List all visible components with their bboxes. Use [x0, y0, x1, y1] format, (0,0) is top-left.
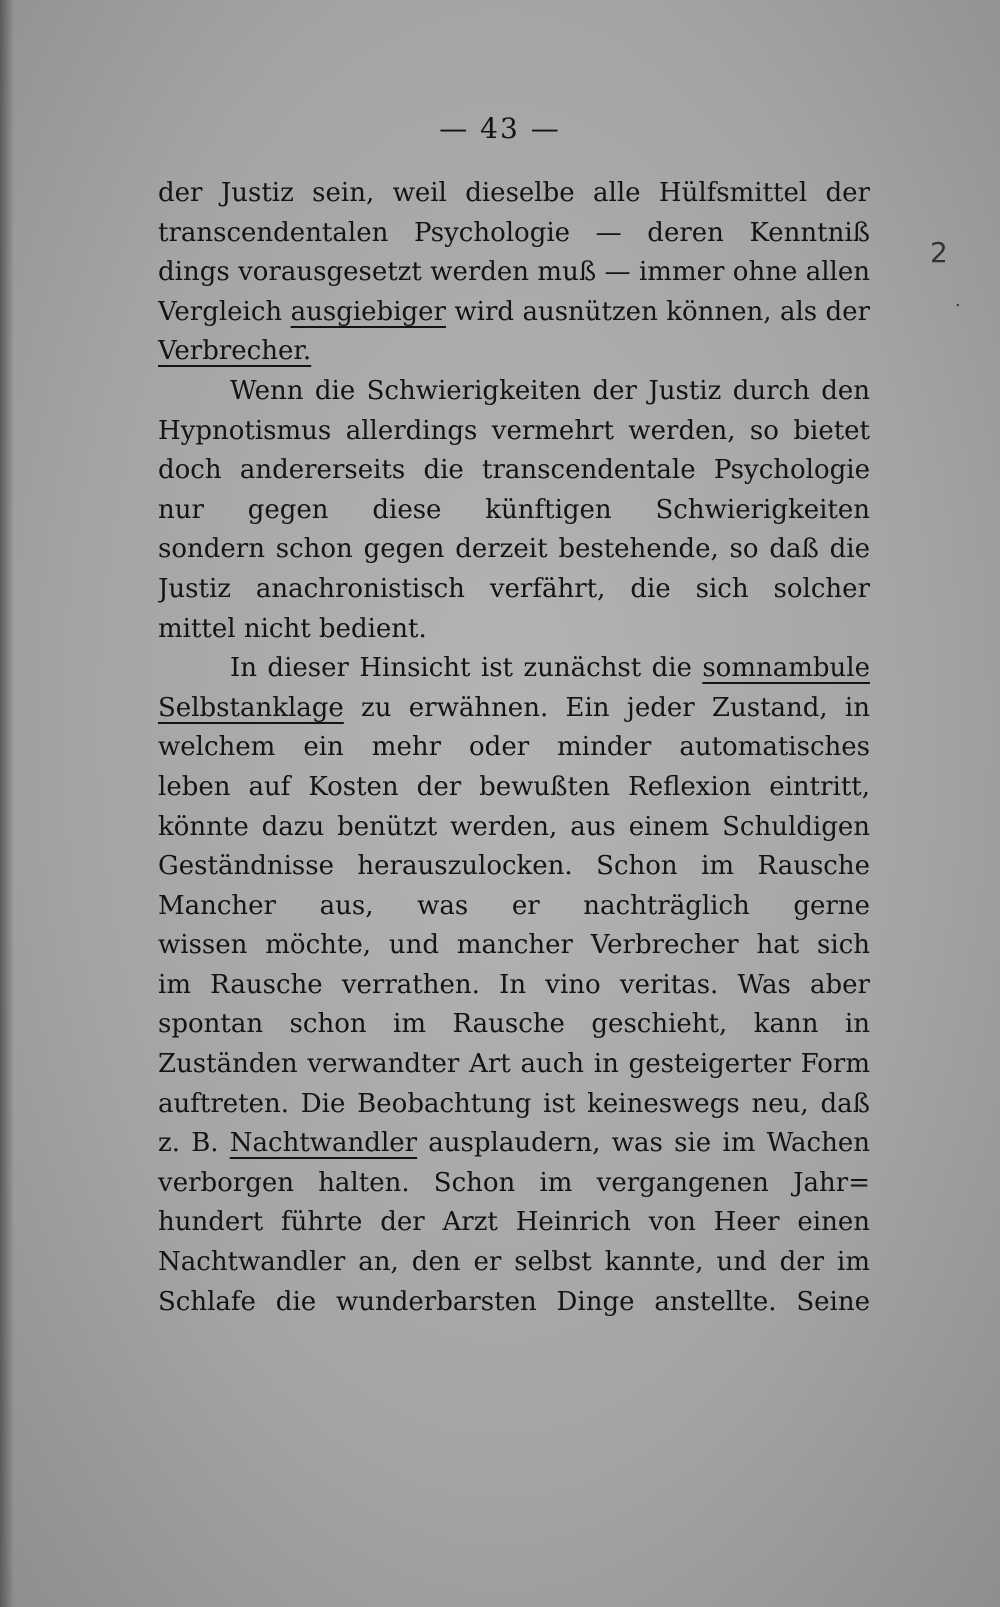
text-line: welchem ein mehr oder minder automatisches	[158, 732, 870, 763]
text-line: Geständnisse herauszulocken. Schon im Rausche	[158, 851, 870, 882]
text-line: Justiz anachronistisch verfährt, die sich solcher	[158, 573, 870, 604]
underlined-word: Verbrecher.	[158, 336, 312, 367]
text-line: mittel nicht bedient.	[158, 613, 427, 644]
text-segment: ausplaudern, was sie im Wachen	[417, 1128, 870, 1159]
margin-note: 2	[930, 236, 948, 269]
text-line: Schlafe die wunderbarsten Dinge anstellte. Seine	[158, 1286, 870, 1317]
text-segment: wird ausnützen können, als der	[445, 296, 870, 327]
text-line	[158, 293, 870, 333]
text-line: Mancher aus, was er nachträglich gerne	[158, 890, 870, 921]
text-line: dings vorausgesetzt werden muß — immer ohne allen	[158, 257, 870, 288]
underlined-word: Nachtwandler	[229, 1128, 418, 1159]
text-line: transcendentalen Psychologie — deren Kenntniß	[158, 217, 870, 248]
text-segment: Vergleich	[158, 296, 291, 327]
text-line: Nachtwandler an, den er selbst kannte, und der im	[158, 1247, 870, 1278]
text-line: auftreten. Die Beobachtung ist keineswegs neu, daß	[158, 1088, 870, 1119]
text-line	[158, 332, 870, 372]
text-line	[158, 1124, 870, 1164]
text-line: Hypnotismus allerdings vermehrt werden, so bietet	[158, 415, 870, 446]
text-segment: In dieser Hinsicht ist zunächst die	[230, 653, 703, 684]
text-line	[158, 689, 870, 729]
text-line: nur gegen diese künftigen Schwierigkeiten	[158, 494, 870, 525]
text-line: verborgen halten. Schon im vergangenen Jahr=	[158, 1167, 870, 1198]
text-line: Wenn die Schwierigkeiten der Justiz durch den	[230, 375, 870, 406]
underlined-word: ausgiebiger	[290, 296, 446, 327]
margin-dot: .	[955, 290, 961, 311]
text-line: doch andererseits die transcendentale Psychologie	[158, 455, 870, 486]
text-line: könnte dazu benützt werden, aus einem Schuldigen	[158, 811, 870, 842]
text-line: hundert führte der Arzt Heinrich von Heer einen	[158, 1207, 870, 1238]
text-line: sondern schon gegen derzeit bestehende, so daß die	[158, 534, 870, 565]
underlined-word: Selbstanklage	[158, 692, 344, 723]
page-edge-shadow	[0, 0, 14, 1607]
text-line: im Rausche verrathen. In vino veritas. Was aber	[158, 969, 870, 1000]
text-line: wissen möchte, und mancher Verbrecher hat sich	[158, 930, 870, 961]
page-number: — 43 —	[439, 112, 561, 145]
text-segment: zu erwähnen. Ein jeder Zustand, in	[343, 692, 870, 723]
text-line: der Justiz sein, weil dieselbe alle Hülfsmittel der	[158, 178, 870, 208]
text-line	[158, 649, 870, 689]
underlined-word: somnambule	[702, 653, 870, 684]
text-segment: z. B.	[158, 1128, 230, 1159]
text-line: Zuständen verwandter Art auch in gesteigerter Form	[158, 1049, 870, 1080]
body-text	[158, 174, 870, 1322]
text-line: leben auf Kosten der bewußten Reflexion eintritt,	[158, 771, 870, 802]
text-line: spontan schon im Rausche geschieht, kann in	[158, 1009, 870, 1040]
